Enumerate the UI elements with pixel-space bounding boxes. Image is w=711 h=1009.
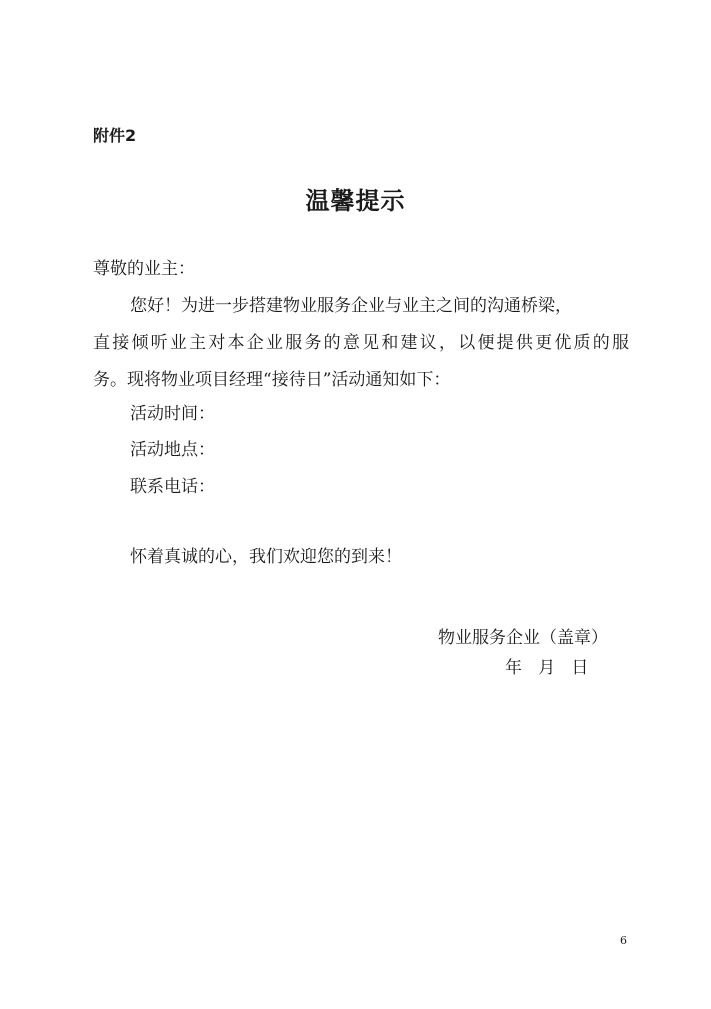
paragraph-line-3: 务。现将物业项目经理“接待日”活动通知如下： xyxy=(93,370,451,390)
paragraph-line-2: 直接倾听业主对本企业服务的意见和建议，以便提供更优质的服 xyxy=(93,333,629,353)
document-title: 温馨提示 xyxy=(305,187,406,215)
salutation: 尊敬的业主： xyxy=(93,259,195,279)
contact-phone-label: 联系电话： xyxy=(130,477,215,497)
activity-time-label: 活动时间： xyxy=(130,404,215,424)
activity-location-label: 活动地点： xyxy=(130,440,215,460)
closing-sentence: 怀着真诚的心，我们欢迎您的到来！ xyxy=(130,547,402,567)
paragraph-line-1: 您好！为进一步搭建物业服务企业与业主之间的沟通桥梁， xyxy=(130,296,572,316)
signature-date: 年 月 日 xyxy=(505,658,589,678)
attachment-label: 附件2 xyxy=(93,126,137,145)
page-number: 6 xyxy=(620,934,627,947)
signature-company: 物业服务企业（盖章） xyxy=(438,628,608,648)
